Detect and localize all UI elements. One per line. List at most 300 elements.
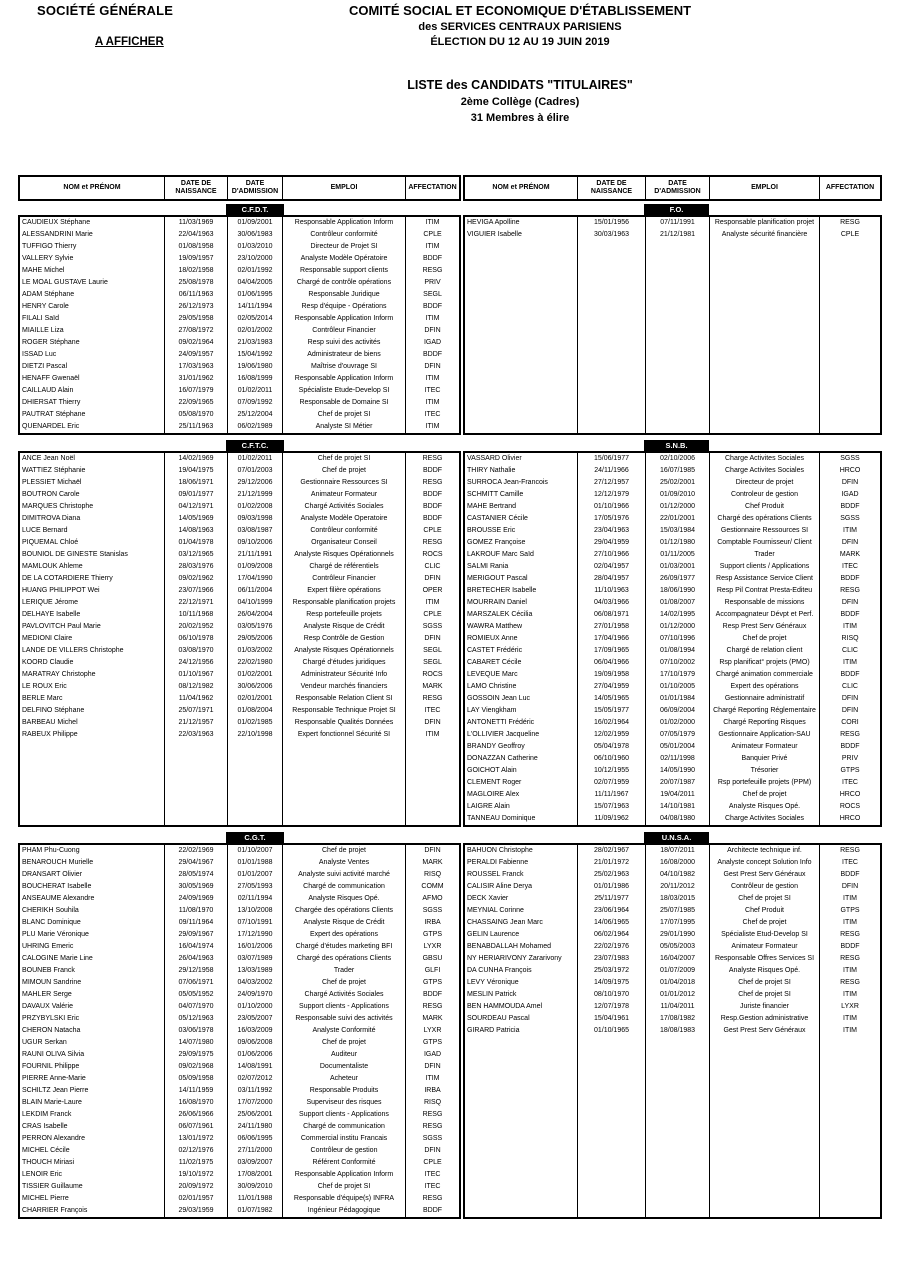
candidate-row [465,573,880,585]
job-title: Trader [710,549,820,561]
admission-date: 27/05/1993 [228,881,283,893]
admission-date: 13/03/1989 [228,965,283,977]
admission-date: 03/08/1987 [228,525,283,537]
job-title: Resp d'équipe - Opérations [283,301,406,313]
birth-date: 11/08/1970 [165,905,228,917]
affectation: ITIM [425,599,440,606]
birth-date: 22/04/1963 [165,229,228,241]
candidate-name: MAGLOIRE Alex [465,789,578,801]
job-title: Contrôleur conformité [283,229,406,241]
job-title: Chargé des opérations Clients [710,513,820,525]
affectation: CLIC [842,683,858,690]
admission-date: 01/03/2001 [646,561,710,573]
affectation: BDDF [422,351,443,358]
birth-date: 27/12/1957 [578,477,646,489]
affectation: BDDF [422,991,443,998]
job-title: Responsable suivi des activités [283,1013,406,1025]
affectation: PRIV [424,279,441,286]
col-header-name: NOM et PRÉNOM [465,177,578,199]
affectation: RESG [840,955,860,962]
job-title: Analyste Risques Opérationnels [283,645,406,657]
admission-date: 17/08/1982 [646,1013,710,1025]
affectation: MARK [422,683,443,690]
job-title: Expert filière opérations [283,585,406,597]
affectation: SGSS [840,515,860,522]
candidate-row [465,893,880,905]
affectation: CORI [841,719,859,726]
admission-date: 19/04/2011 [646,789,710,801]
candidate-row [20,1145,459,1157]
admission-date: 11/01/1988 [228,1193,283,1205]
candidate-name: BLANC Dominique [20,917,165,929]
candidate-row [20,1049,459,1061]
affectation: ITIM [425,219,440,226]
candidate-name: THIRY Nathalie [465,465,578,477]
admission-date: 26/09/1977 [646,573,710,585]
admission-date: 03/05/1976 [228,621,283,633]
birth-date: 29/04/1967 [165,857,228,869]
affectation: RISQ [423,1099,442,1106]
birth-date: 09/01/1977 [165,489,228,501]
job-title: Analyste sécurité financière [710,229,820,241]
candidate-name: DAVAUX Valérie [20,1001,165,1013]
candidate-name: LAMO Christine [465,681,578,693]
birth-date: 27/10/1966 [578,549,646,561]
col-header-birth: DATE DE NAISSANCE [165,177,228,199]
affectation: DFIN [424,635,441,642]
candidate-row [465,597,880,609]
admission-date: 04/10/1982 [646,869,710,881]
affectation: GTPS [840,767,860,774]
job-title: Acheteur [283,1073,406,1085]
candidate-row [465,489,880,501]
affectation: RESG [422,695,443,702]
admission-date: 14/10/1981 [646,801,710,813]
birth-date: 28/04/1957 [578,573,646,585]
affectation: BDDF [840,611,860,618]
affectation: RESG [840,587,860,594]
admission-date: 01/03/2010 [228,241,283,253]
affectation: ROCS [422,671,443,678]
job-title: Responsable Application Inform [283,217,406,229]
job-title: Responsable support clients [283,265,406,277]
candidate-row [465,501,880,513]
job-title: Rsp planificat° projets (PMO) [710,657,820,669]
candidate-row [20,729,459,741]
affectation: ITEC [424,1171,441,1178]
birth-date: 06/04/1966 [578,657,646,669]
committee-title: COMITÉ SOCIAL ET ECONOMIQUE D'ÉTABLISSEMENT [348,3,692,18]
job-title: Charge Activites Sociales [710,453,820,465]
candidate-row [20,549,459,561]
candidate-name: CHASSAING Jean Marc [465,917,578,929]
candidate-name: WAWRA Matthew [465,621,578,633]
affectation: ITIM [843,659,857,666]
admission-date: 01/06/2006 [228,1049,283,1061]
candidate-name: SCHMITT Camille [465,489,578,501]
birth-date: 04/03/1966 [578,597,646,609]
job-title: Resp suivi des activités [283,337,406,349]
candidate-name: LE ROUX Eric [20,681,165,693]
candidate-name: MOURRAIN Daniel [465,597,578,609]
candidate-name: LE MOAL GUSTAVE Laurie [20,277,165,289]
empty-cell [228,741,283,825]
list-members-count: 31 Membres à élire [470,112,570,124]
affectation: BDDF [422,467,443,474]
empty-cell [710,1037,820,1217]
job-title: Contrôleur de gestion [710,881,820,893]
candidate-row [465,741,880,753]
job-title: Chargé de relation client [710,645,820,657]
birth-date: 05/08/1970 [165,409,228,421]
job-title: Banquier Privé [710,753,820,765]
birth-date: 09/02/1962 [165,573,228,585]
birth-date: 11/02/1975 [165,1157,228,1169]
birth-date: 22/02/1969 [165,845,228,857]
candidate-row [20,953,459,965]
union-section-cgt [18,832,461,1219]
job-title: Chef de projet [710,789,820,801]
admission-date: 01/03/2002 [228,645,283,657]
candidate-name: TANNEAU Dominique [465,813,578,825]
affectation: BDDF [422,491,443,498]
job-title: Vendeur marchés financiers [283,681,406,693]
admission-date: 17/04/1990 [228,573,283,585]
candidate-row [465,845,880,857]
affectation: ROCS [839,803,861,810]
affectation: ITEC [424,1183,441,1190]
col-header-admission: DATE D'ADMISSION [228,177,283,199]
committee-subtitle: des SERVICES CENTRAUX PARISIENS [418,21,622,33]
candidate-row [465,549,880,561]
union-candidates-box [18,215,461,435]
candidate-name: MARSZALEK Cécilia [465,609,578,621]
admission-date: 01/10/2000 [228,1001,283,1013]
candidate-row [20,1097,459,1109]
birth-date: 20/02/1952 [165,621,228,633]
candidate-name: MAHE Bertrand [465,501,578,513]
admission-date: 02/07/2012 [228,1073,283,1085]
candidate-row [20,313,459,325]
job-title: Analyste Modèle Operatoire [283,513,406,525]
affectation: BDDF [422,515,443,522]
birth-date: 07/06/1971 [165,977,228,989]
birth-date: 20/09/1972 [165,1181,228,1193]
candidate-name: CAUDIEUX Stéphane [20,217,165,229]
affectation: SEGL [423,659,442,666]
candidate-row [465,801,880,813]
job-title: Gestionnaire Ressources SI [710,525,820,537]
admission-date: 21/12/1999 [228,489,283,501]
admission-date: 01/04/2018 [646,977,710,989]
admission-date: 02/11/1998 [646,753,710,765]
birth-date: 22/12/1971 [165,597,228,609]
candidate-name: DA CUNHA François [465,965,578,977]
job-title: Directeur de Projet SI [283,241,406,253]
job-title: Gest Prest Serv Généraux [710,869,820,881]
col-header-job: EMPLOI [283,177,406,199]
candidate-name: LEVY Véronique [465,977,578,989]
candidate-name: NY HERIARIVONY Zararivony [465,953,578,965]
job-title: Maîtrise d'ouvrage SI [283,361,406,373]
affectation: SGSS [422,1135,443,1142]
candidate-row [465,609,880,621]
candidate-row [20,1205,459,1217]
candidate-name: LAIGRE Alain [465,801,578,813]
candidate-row [20,989,459,1001]
candidate-name: CAILLAUD Alain [20,385,165,397]
job-title: Analyste Modèle Opératoire [283,253,406,265]
affectation: DFIN [424,1147,441,1154]
candidate-row [20,1121,459,1133]
candidate-row [465,929,880,941]
job-title: Charge Activites Sociales [710,813,820,825]
candidate-row [20,301,459,313]
job-title: Charge Activites Sociales [710,465,820,477]
list-title: LISTE des CANDIDATS "TITULAIRES" [407,78,633,92]
birth-date: 02/07/1959 [578,777,646,789]
admission-date: 18/06/1990 [646,585,710,597]
candidate-name: SURROCA Jean-Francois [465,477,578,489]
candidate-name: BENAROUCH Murielle [20,857,165,869]
birth-date: 25/07/1971 [165,705,228,717]
affectation: BDDF [840,871,860,878]
candidate-row [20,1073,459,1085]
birth-date: 15/01/1956 [578,217,646,229]
job-title: Spécialiste Etude-Develop SI [283,385,406,397]
candidate-name: DELHAYE Isabelle [20,609,165,621]
admission-date: 22/02/1980 [228,657,283,669]
candidate-row [20,325,459,337]
candidate-name: PIERRE Anne-Marie [20,1073,165,1085]
candidate-name: CABARET Cécile [465,657,578,669]
col-header-birth: DATE DE NAISSANCE [578,177,646,199]
candidate-row [20,1013,459,1025]
candidate-row [465,777,880,789]
candidate-name: MIAILLE Liza [20,325,165,337]
candidate-row [20,609,459,621]
birth-date: 19/04/1975 [165,465,228,477]
candidate-name: DIETZI Pascal [20,361,165,373]
job-title: Responsable Application Inform [283,313,406,325]
candidate-name: THOUCH Miriasi [20,1157,165,1169]
birth-date: 18/06/1971 [165,477,228,489]
job-title: Chargé Reporting Risques [710,717,820,729]
candidate-row [20,453,459,465]
birth-date: 04/12/1971 [165,501,228,513]
birth-date: 03/08/1970 [165,645,228,657]
admission-date: 01/08/1994 [646,645,710,657]
affectation: ITEC [424,707,441,714]
candidate-name: SOURDEAU Pascal [465,1013,578,1025]
candidate-row [465,585,880,597]
affectation: GTPS [422,1039,443,1046]
job-title: Chargé Activités Sociales [283,501,406,513]
candidate-name: LEKDIM Franck [20,1109,165,1121]
birth-date: 14/06/1965 [578,917,646,929]
candidate-row [20,573,459,585]
birth-date: 23/04/1963 [578,525,646,537]
birth-date: 28/03/1976 [165,561,228,573]
affectation: BDDF [840,503,860,510]
candidate-name: MIMOUN Sandrine [20,977,165,989]
job-title: Support clients / Applications [710,561,820,573]
candidate-row [20,537,459,549]
table-left-half [18,175,461,1219]
birth-date: 11/09/1962 [578,813,646,825]
empty-cell [820,1037,880,1217]
birth-date: 29/12/1958 [165,965,228,977]
job-title: Organisateur Conseil [283,537,406,549]
candidate-row [20,1061,459,1073]
birth-date: 24/09/1957 [165,349,228,361]
candidate-row [465,789,880,801]
candidate-name: PHAM Phu-Cuong [20,845,165,857]
admission-date: 09/10/2006 [228,537,283,549]
candidate-name: BOUCHERAT Isabelle [20,881,165,893]
affectation: DFIN [424,363,441,370]
candidate-name: CALOGINE Marie Line [20,953,165,965]
candidate-row [465,693,880,705]
affectation: RISQ [841,635,859,642]
job-title: Gestionnaire Ressources SI [283,477,406,489]
affectation: SGSS [422,907,443,914]
candidate-name: PAUTRAT Stéphane [20,409,165,421]
candidate-name: BRETECHER Isabelle [465,585,578,597]
candidate-name: GIRARD Patricia [465,1025,578,1037]
job-title: Chef de projet [283,465,406,477]
birth-date: 29/09/1967 [165,929,228,941]
union-candidates-box [463,215,882,435]
birth-date: 14/05/1965 [578,693,646,705]
birth-date: 14/07/1980 [165,1037,228,1049]
job-title: Expert fonctionnel Sécurité SI [283,729,406,741]
job-title: Analyste Conformité [283,1025,406,1037]
job-title: Superviseur des risques [283,1097,406,1109]
empty-cell [165,741,228,825]
candidate-row [20,941,459,953]
birth-date: 15/07/1963 [578,801,646,813]
candidate-row [465,953,880,965]
job-title: Chargé d'études marketing BFI [283,941,406,953]
job-title: Trésorier [710,765,820,777]
affectation: DFIN [424,575,441,582]
birth-date: 10/12/1955 [578,765,646,777]
birth-date: 26/12/1973 [165,301,228,313]
candidate-row [20,657,459,669]
candidate-row [20,477,459,489]
admission-date: 01/12/1980 [646,537,710,549]
candidate-name: MICHEL Cécile [20,1145,165,1157]
birth-date: 14/05/1969 [165,513,228,525]
admission-date: 06/09/2004 [646,705,710,717]
candidate-name: CHARRIER François [20,1205,165,1217]
candidate-name: MESLIN Patrick [465,989,578,1001]
birth-date: 13/01/1972 [165,1133,228,1145]
admission-date: 16/08/1999 [228,373,283,385]
admission-date: 01/01/1984 [646,693,710,705]
job-title: Controleur de gestion [710,489,820,501]
candidate-row [465,621,880,633]
candidate-name: ROUSSEL Franck [465,869,578,881]
birth-date: 06/07/1961 [165,1121,228,1133]
candidate-name: UGUR Serkan [20,1037,165,1049]
affectation: GTPS [422,931,443,938]
affectation: RESG [840,847,860,854]
job-title: Commercial institu Francais [283,1133,406,1145]
job-title: Responsable Offres Services SI [710,953,820,965]
candidate-row [20,525,459,537]
birth-date: 30/05/1969 [165,881,228,893]
empty-cell [820,241,880,433]
affectation: RESG [840,979,860,986]
birth-date: 09/11/1964 [165,917,228,929]
job-title: Responsable d'équipe(s) INFRA [283,1193,406,1205]
birth-date: 27/04/1959 [578,681,646,693]
candidate-name: ANCE Jean Noël [20,453,165,465]
birth-date: 10/11/1968 [165,609,228,621]
admission-date: 02/05/2014 [228,313,283,325]
job-title: Chef de projet [283,977,406,989]
affectation: ITIM [843,1015,857,1022]
union-label: C.F.D.T. [226,204,284,215]
candidate-name: ANTONETTI Frédéric [465,717,578,729]
affectation: PRIV [841,755,859,762]
affectation: IGAD [423,1051,442,1058]
column-headers-right [463,175,882,201]
birth-date: 25/02/1963 [578,869,646,881]
empty-cell [578,1037,646,1217]
candidate-row [465,813,880,825]
birth-date: 12/02/1959 [578,729,646,741]
candidate-name: L'OLLIVIER Jacqueline [465,729,578,741]
birth-date: 18/02/1958 [165,265,228,277]
affectation: ITIM [425,423,440,430]
job-title: Spécialiste Etud-Develop SI [710,929,820,941]
birth-date: 02/01/1957 [165,1193,228,1205]
candidate-row [465,717,880,729]
candidate-name: LERIQUE Jérome [20,597,165,609]
col-header-admission: DATE D'ADMISSION [646,177,710,199]
affectation: ITEC [424,387,441,394]
admission-date: 04/03/2002 [228,977,283,989]
job-title: Analyste Risques Opé. [283,893,406,905]
affectation: COMM [421,883,444,890]
birth-date: 23/06/1964 [578,905,646,917]
candidate-name: LENOIR Eric [20,1169,165,1181]
job-title: Chargé de communication [283,1121,406,1133]
candidate-row [20,465,459,477]
candidate-row [465,905,880,917]
candidate-name: PAVLOVITCH Paul Marie [20,621,165,633]
admission-date: 19/06/1980 [228,361,283,373]
job-title: Rsp portefeuille projets (PPM) [710,777,820,789]
admission-date: 18/08/1983 [646,1025,710,1037]
admission-date: 20/07/1987 [646,777,710,789]
job-title: Chargé animation commerciale [710,669,820,681]
admission-date: 01/09/2010 [646,489,710,501]
birth-date: 16/04/1974 [165,941,228,953]
candidate-name: LAY Viengkham [465,705,578,717]
union-label: C.F.T.C. [226,440,284,451]
table-right-half [463,175,882,1219]
admission-date: 01/02/1985 [228,717,283,729]
job-title: Resp Prest Serv Généraux [710,621,820,633]
job-title: Responsable Application Inform [283,1169,406,1181]
admission-date: 25/12/2004 [228,409,283,421]
birth-date: 03/12/1965 [165,549,228,561]
birth-date: 03/06/1978 [165,1025,228,1037]
